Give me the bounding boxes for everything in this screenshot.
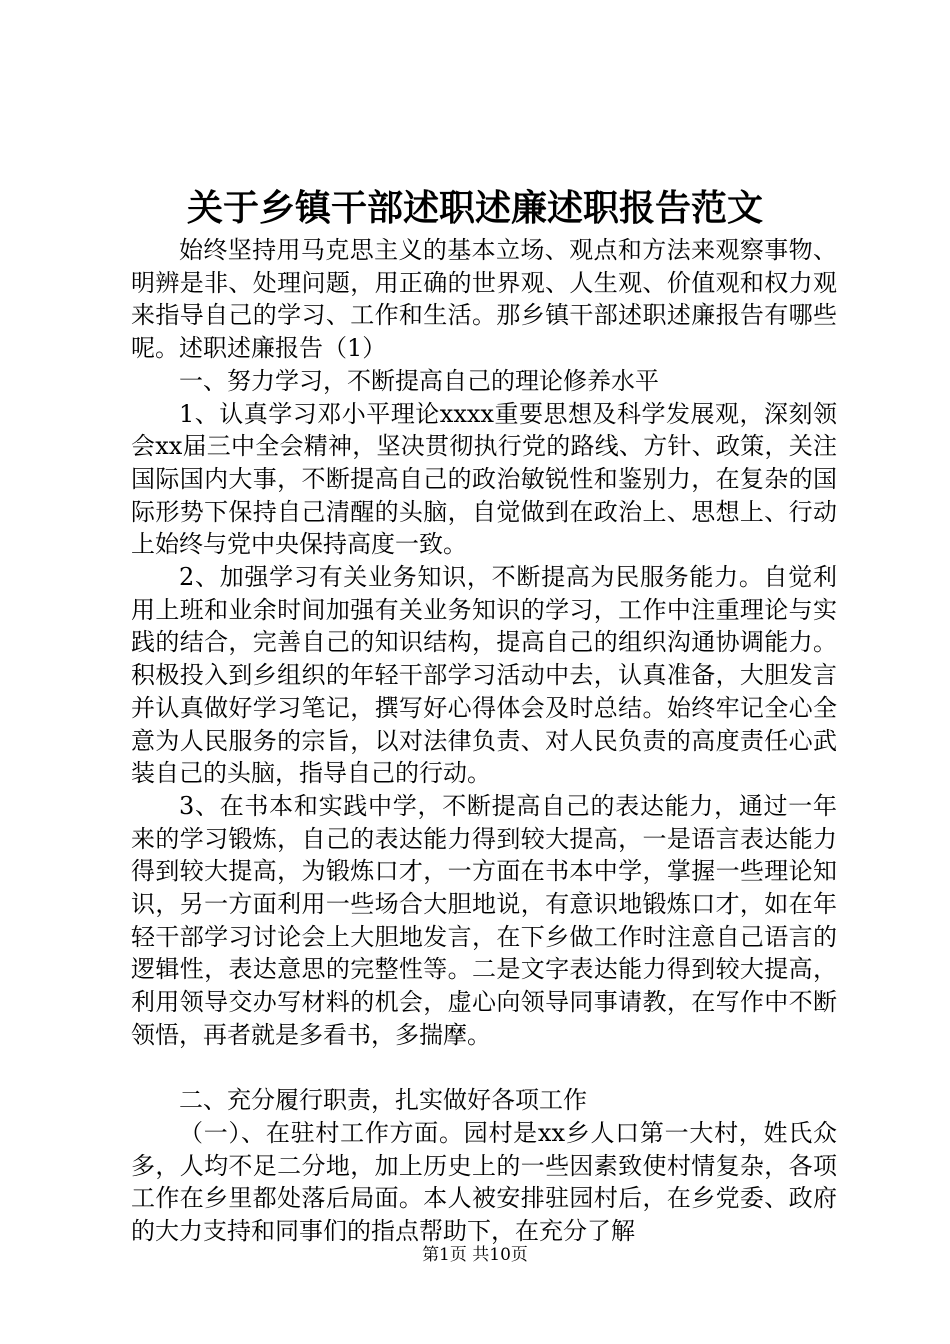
section-heading-2: 二、充分履行职责，扎实做好各项工作 — [179, 1086, 587, 1115]
paragraph-2: 2、加强学习有关业务知识，不断提高为民服务能力。自觉利用上班和业余时间加强有关业务知识的学习，工作中注重理论与实践的结合，完善自己的知识结构，提高自己的组织沟通协调能力。积极投入到乡组织的年轻干部学习活动中去，认真准备，大胆发言并认真做好学习笔记，撰写好心得体会及时总结。始终牢记全心全意为人民服务的宗旨，以对法律负责、对人民负责的高度责任心武装自己的头脑，指导自己的行动。 — [131, 563, 837, 788]
paragraph-1: 1、认真学习邓小平理论xxxx重要思想及科学发展观，深刻领会xx届三中全会精神，坚决贯彻执行党的路线、方针、政策，关注国际国内大事，不断提高自己的政治敏锐性和鉴别力，在复杂的国际形势下保持自己清醒的头脑，自觉做到在政治上、思想上、行动上始终与党中央保持高度一致。 — [131, 399, 837, 559]
paragraph-3: 3、在书本和实践中学，不断提高自己的表达能力，通过一年来的学习锻炼，自己的表达能力得到较大提高，一是语言表达能力得到较大提高，为锻炼口才，一方面在书本中学，掌握一些理论知识，另一方面利用一些场合大胆地说，有意识地锻炼口才，如在年轻干部学习讨论会上大胆地发言，在下乡做工作时注意自己语言的逻辑性，表达意思的完整性等。二是文字表达能力得到较大提高，利用领导交办写材料的机会，虚心向领导同事请教，在写作中不断领悟，再者就是多看书，多揣摩。 — [131, 791, 837, 1049]
paragraph-intro: 始终坚持用马克思主义的基本立场、观点和方法来观察事物、明辨是非、处理问题，用正确的世界观、人生观、价值观和权力观来指导自己的学习、工作和生活。那乡镇干部述职述廉报告有哪些呢。述职述廉报告（1） — [131, 236, 837, 363]
page-number-footer: 第1页 共10页 — [422, 1245, 528, 1265]
document-title: 关于乡镇干部述职述廉述职报告范文 — [186, 187, 763, 229]
section-heading-1: 一、努力学习，不断提高自己的理论修养水平 — [179, 366, 659, 395]
document-body — [131, 234, 837, 1248]
paragraph-4: （一）、在驻村工作方面。园村是xx乡人口第一大村，姓氏众多，人均不足二分地，加上历史上的一些因素致使村情复杂，各项工作在乡里都处落后局面。本人被安排驻园村后，在乡党委、政府的大力支持和同事们的指点帮助下，在充分了解 — [131, 1118, 837, 1246]
